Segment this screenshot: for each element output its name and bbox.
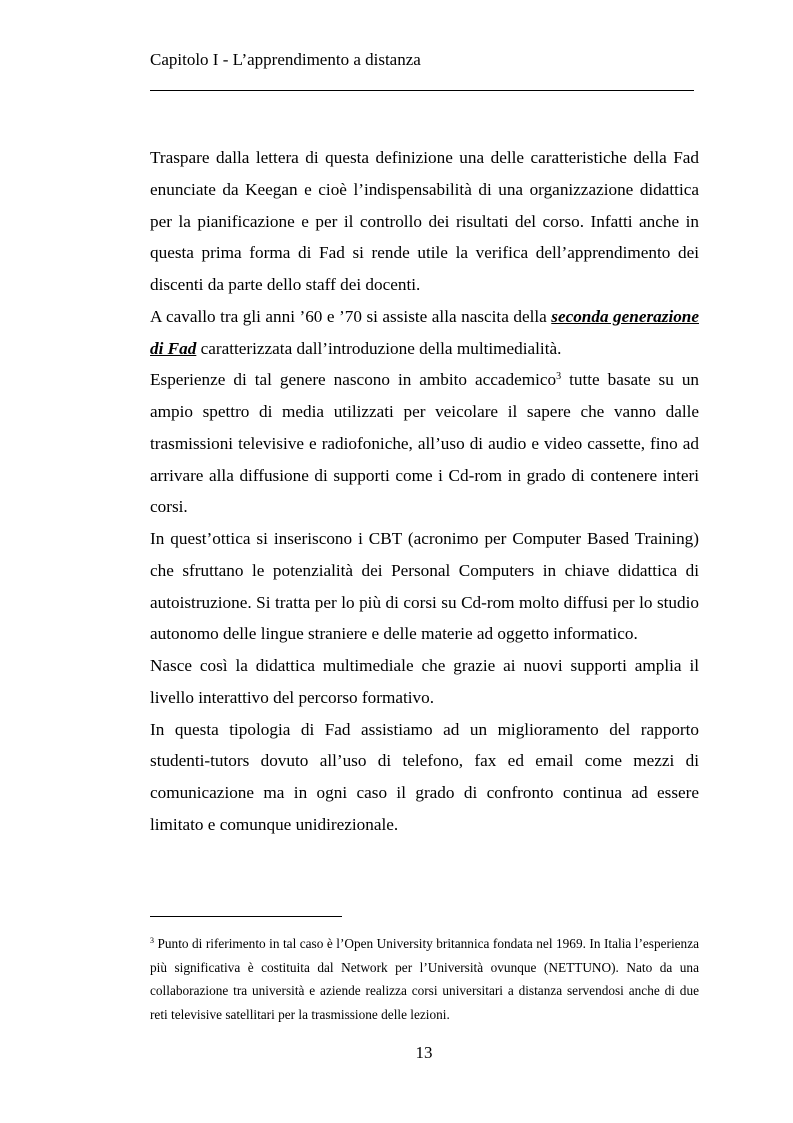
footnote (150, 932, 699, 1027)
page-number: 13 (415, 1043, 433, 1062)
footnote-reference[interactable]: 3 (556, 371, 562, 383)
paragraph-text: caratterizzata dall’introduzione della multimedialità. (196, 338, 562, 358)
body-text (150, 142, 699, 841)
paragraph-text: tutte basate su un ampio spettro di media utilizzati per veicolare il sapere che vanno dalle trasmissioni televisive e radiofoniche, all’uso di audio e video cassette, fino ad arrivare alla diffusione di supporti come i Cd-rom in grado di contenere interi corsi. (150, 370, 700, 517)
footnote-rule (150, 916, 342, 917)
chapter-title: Capitolo I - L’apprendimento a distanza (150, 50, 421, 69)
paragraph: In questa tipologia di Fad assistiamo ad un miglioramento del rapporto studenti-tutors dovuto all’uso di telefono, fax ed email come mezzi di comunicazione ma in ogni caso il grado di confronto continua ad essere limitato e comunque unidirezionale. (150, 719, 699, 834)
paragraph: In quest’ottica si inseriscono i CBT (acronimo per Computer Based Training) che sfruttano le potenzialità dei Personal Computers in chiave didattica di autoistruzione. Si tratta per lo più di corsi su Cd-rom molto diffusi per lo studio autonomo delle lingue straniere e delle materie ad oggetto informatico. (150, 529, 699, 644)
paragraph: Traspare dalla lettera di questa definizione una delle caratteristiche della Fad enunciate da Keegan e cioè l’indispensabilità di una organizzazione didattica per la pianificazione e per il controllo dei risultati del corso. Infatti anche in questa prima forma di Fad si rende utile la verifica dell’apprendimento dei discenti da parte dello staff dei docenti. (150, 148, 699, 294)
emphasized-term: seconda generazione di Fad (150, 306, 699, 358)
paragraph-text: Esperienze di tal genere nascono in ambito accademico (150, 370, 557, 390)
paragraph: Nasce così la didattica multimediale che grazie ai nuovi supporti amplia il livello interattivo del percorso formativo. (150, 656, 699, 707)
header-rule (150, 90, 694, 91)
footnote-number: 3 (150, 936, 154, 945)
running-header (150, 50, 696, 70)
paragraph-text: A cavallo tra gli anni ’60 e ’70 si assiste alla nascita della (150, 306, 552, 326)
footnote-text: Punto di riferimento in tal caso è l’Open University britannica fondata nel 1969. In Italia l’esperienza più significativa è costituita dal Network per l’Università ovunque (NETTUNO). Nato da una collaborazione tra università e aziende realizza corsi universitari a distanza servendosi anche di due reti televisive satellitari per la trasmissione delle lezioni. (150, 936, 699, 1023)
paragraph (150, 301, 699, 365)
paragraph (150, 364, 699, 523)
